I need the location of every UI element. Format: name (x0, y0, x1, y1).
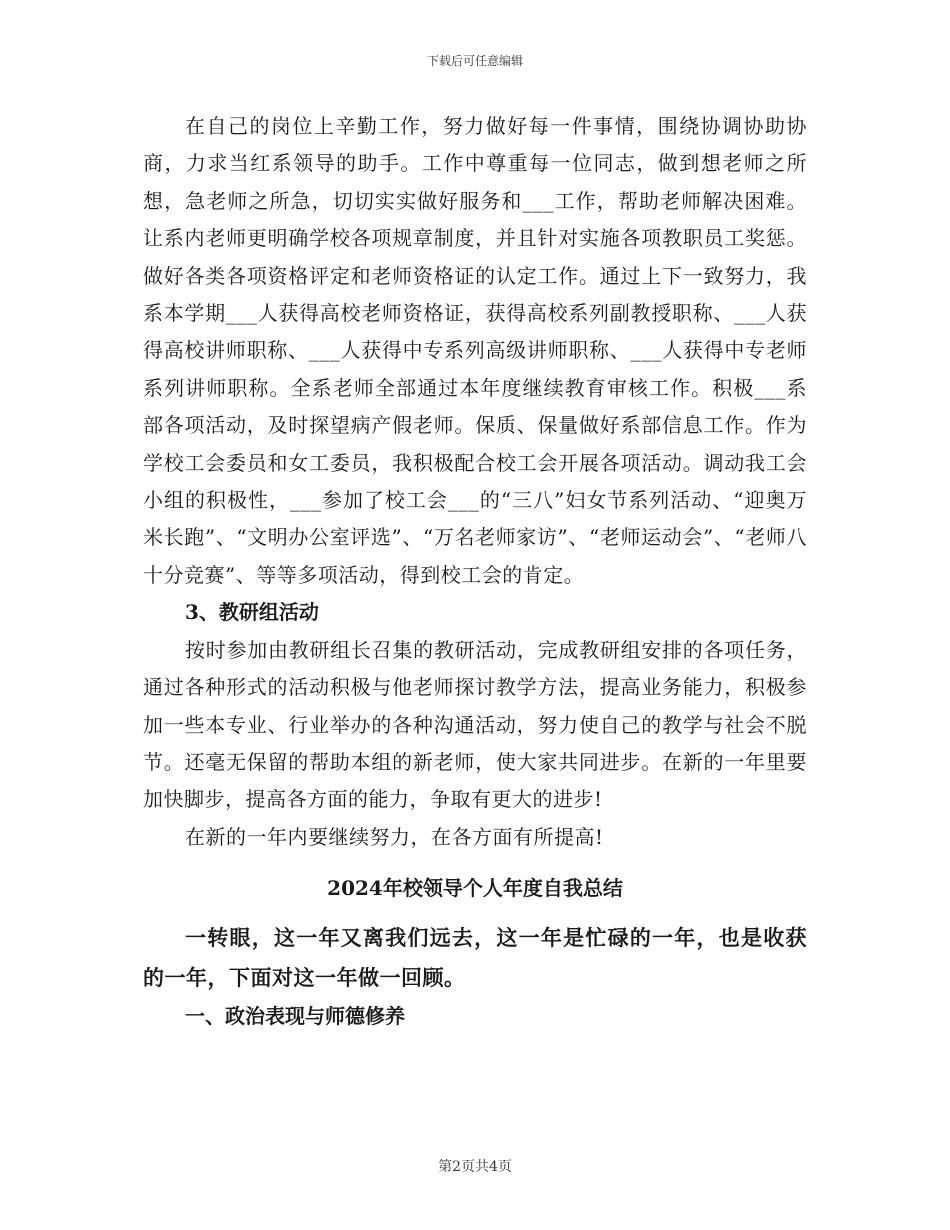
paragraph-research-activities: 按时参加由教研组长召集的教研活动，完成教研组安排的各项任务，通过各种形式的活动积极与他老师探讨教学方法，提高业务能力，积极参加一些本专业、行业举办的各种沟通活动，努力使自己的教学与社会不脱节。还毫无保留的帮助本组的新老师，使大家共同进步。在新的一年里要加快脚步，提高各方面的能力，争取有更大的进步! (143, 637, 807, 812)
paragraph-work-duties: 在自己的岗位上辛勤工作，努力做好每一件事情，围绕协调协助协商，力求当红系领导的助手。工作中尊重每一位同志，做到想老师之所想，急老师之所急，切切实实做好服务和___工作，帮助老师解决困难。让系内老师更明确学校各项规章制度，并且针对实施各项教职员工奖惩。做好各类各项资格评定和老师资格证的认定工作。通过上下一致努力，我系本学期___人获得高校老师资格证，获得高校系列副教授职称、___人获得高校讲师职称、___人获得中专系列高级讲师职称、___人获得中专老师系列讲师职称。全系老师全部通过本年度继续教育审核工作。积极___系部各项活动，及时探望病产假老师。保质、保量做好系部信息工作。作为学校工会委员和女工委员，我积极配合校工会开展各项活动。调动我工会小组的积极性，___参加了校工会___的“三八”妇女节系列活动、“迎奥万米长跑”、“文明办公室评选”、“万名老师家访”、“老师运动会”、“老师八十分竞赛”、等等多项活动，得到校工会的肯定。 (143, 114, 807, 587)
page-header: 下载后可任意编辑 (426, 54, 523, 68)
section-title: 2024年校领导个人年度自我总结 (327, 876, 623, 901)
page-footer: 第2页共4页 (438, 1159, 512, 1175)
document-body (143, 108, 807, 1036)
paragraph-new-year: 在新的一年内要继续努力，在各方面有所提高! (185, 824, 604, 849)
heading-teaching-research: 3、教研组活动 (185, 600, 319, 625)
lead-paragraph: 一转眼，这一年又离我们远去，这一年是忙碌的一年，也是收获的一年，下面对这一年做一回顾。 (143, 925, 807, 991)
heading-political-performance: 一、政治表现与师德修养 (185, 1004, 405, 1029)
